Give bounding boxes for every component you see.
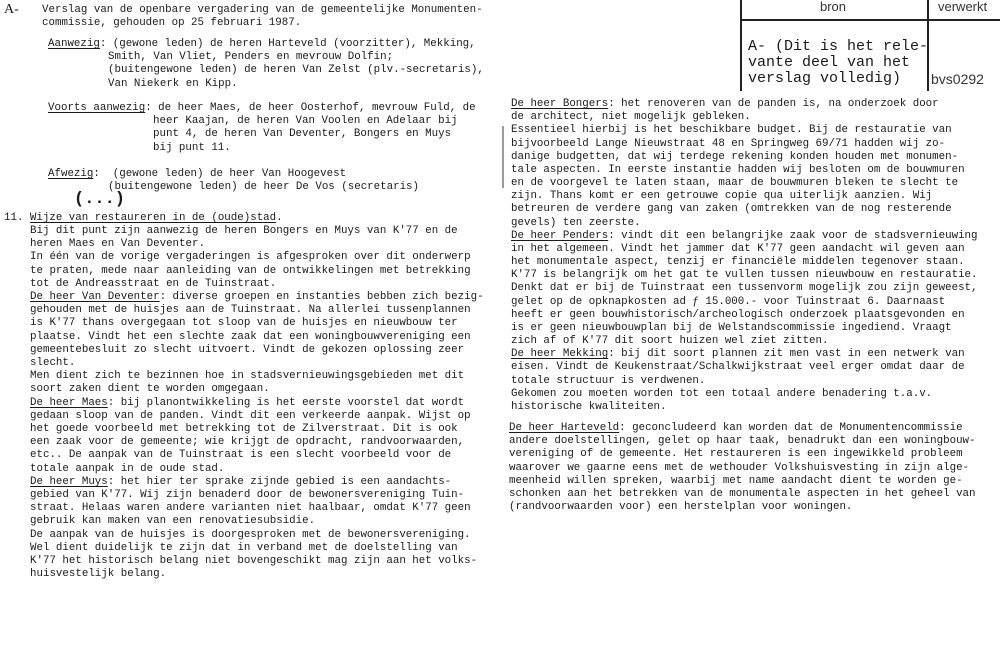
line-text: tot de Andreasstraat en de Tuinstraat. — [30, 277, 277, 290]
line-text: : (gewone leden) de heer Van Hoogevest — [93, 168, 347, 180]
line-text: : bij planontwikkeling is het eerste voorstel dat wordt — [107, 396, 465, 409]
minutes-line — [30, 529, 471, 542]
minutes-line — [511, 243, 965, 256]
line-text: . — [276, 212, 283, 224]
minutes-line — [30, 265, 471, 278]
minutes-line — [30, 410, 471, 423]
minutes-line — [511, 138, 945, 151]
speaker-name: De heer Penders — [511, 229, 609, 242]
line-text: : geconcludeerd kan worden dat de Monumentencommissie — [619, 422, 963, 434]
line-text: gelet op de opknapkosten ad ƒ 15.000.- voor Tuinstraat 6. Daarnaast — [511, 295, 946, 308]
attendance-absent — [108, 181, 419, 194]
minutes-line — [511, 111, 751, 124]
header-bron: bron — [820, 0, 847, 14]
minutes-line — [511, 151, 958, 164]
minutes-line — [30, 476, 451, 489]
line-text: gevels) ten zeerste. — [511, 216, 641, 229]
speaker-name: De heer Van Deventer — [30, 291, 160, 303]
line-text: (buitengewone leden) de heer De Vos (secretaris) — [108, 181, 420, 194]
minutes-line — [30, 397, 464, 410]
minutes-line — [511, 256, 965, 269]
minutes-line — [511, 322, 952, 335]
minutes-line — [511, 335, 828, 348]
line-text: te praten, mede naar aanleiding van de ontwikkelingen met betrekking — [30, 264, 471, 277]
line-text: totale aanpak in de oude stad. — [30, 462, 225, 475]
speaker-name: De heer Mekking — [511, 348, 609, 361]
line-text: Men dient zich te bezinnen hoe in stadsvernieuwingsgebieden met dit — [30, 370, 465, 383]
minutes-line — [30, 515, 315, 528]
line-text: historische kwaliteiten. — [511, 400, 667, 413]
line-text: Gekomen zou moeten worden tot een totaal andere benadering t.a.v. — [511, 387, 933, 400]
line-text: : vindt dit een belangrijke zaak voor de stadsvernieuwing — [608, 229, 978, 242]
attendance-present — [108, 78, 238, 91]
minutes-line — [30, 489, 464, 502]
attendance-label: Afwezig — [48, 168, 94, 180]
minutes-line — [511, 296, 945, 309]
minutes-line — [30, 304, 471, 317]
conclusion-line — [509, 448, 963, 461]
line-text: heeft er geen bouwhistorisch/archeologisch onderzoek plaatsgevonden en — [511, 308, 965, 321]
line-text: schonken aan het betrekken van de monumentale aspecten in het geheel van — [509, 488, 976, 500]
conclusion-line — [509, 488, 976, 501]
minutes-line — [30, 463, 224, 476]
speaker-name: De heer Muys — [30, 475, 108, 488]
section-marker: A- — [4, 2, 19, 17]
minutes-line — [30, 449, 451, 462]
minutes-line — [511, 230, 978, 243]
attendance-present — [108, 51, 393, 64]
line-text: waarover we gaarne eens met de wethouder Volkshuisvesting in zijn alge- — [509, 461, 970, 474]
line-text: danige budgetten, dat wij terdege rekening konden houden met monumen- — [511, 150, 959, 163]
line-text: : (gewone leden) de heren Harteveld (voorzitter), Mekking, — [99, 38, 476, 50]
minutes-line — [30, 344, 464, 357]
minutes-line — [511, 190, 932, 203]
minutes-line — [511, 217, 641, 230]
attendance-label: Voorts aanwezig — [48, 102, 146, 114]
minutes-line — [511, 361, 965, 374]
bron-cell-line: A- (Dit is het rele- — [748, 38, 929, 55]
attendance-label: Aanwezig — [48, 38, 100, 50]
line-text: de architect, niet mogelijk gebleken. — [511, 111, 751, 124]
minutes-line — [511, 98, 939, 111]
minutes-line — [511, 164, 965, 177]
line-text: soort zaken dient te worden omgegaan. — [30, 383, 270, 396]
line-text: het goede voorbeeld met betrekking tot de Zilverstraat. Dit is ook — [30, 423, 458, 435]
line-text: tale aspecten. In eerste instantie hadden wij besloten om de bouwmuren — [511, 163, 965, 176]
line-text: Van Niekerk en Kipp. — [108, 77, 238, 90]
minutes-line — [30, 502, 471, 515]
table-divider — [740, 0, 742, 91]
line-text: Essentieel hierbij is het beschikbare budget. Bij de restauratie van — [511, 124, 952, 137]
line-text: K'77 het historisch belang niet bovengeschikt mag zijn aan het volks- — [30, 555, 478, 567]
attendance-present — [48, 38, 476, 51]
speaker-name: De heer Harteveld — [509, 422, 620, 434]
minutes-line — [30, 225, 458, 238]
line-text: gehouden met de huisjes aan de Tuinstraat. Na allerlei tussenplannen — [30, 304, 471, 317]
minutes-line — [511, 375, 705, 388]
line-text: totale structuur is verdwenen. — [511, 374, 706, 387]
attendance-also-present — [48, 102, 476, 115]
line-text: Denkt dat er bij de Tuinstraat een tussenvorm mogelijk zou zijn geweest, — [511, 282, 978, 295]
minutes-line — [30, 542, 458, 555]
minutes-line — [30, 370, 464, 383]
minutes-line — [30, 357, 75, 370]
line-text: K'77 is belangrijk om het gat te vullen tussen nieuwbouw en restauratie. — [511, 269, 978, 282]
attendance-also-present — [153, 128, 451, 141]
line-text: bijvoorbeeld Lange Nieuwstraat 48 en Springweg 69/71 hadden wij zo- — [511, 137, 946, 150]
line-text: is er geen nieuwbouwplan bij de Welstandscommissie ingediend. Vraagt — [511, 321, 952, 334]
agenda-item-heading — [4, 212, 283, 225]
minutes-line — [511, 401, 667, 414]
line-text: betreuren de verdere gang van zaken (omtrekken van de nog resterende — [511, 203, 952, 216]
conclusion-line — [509, 501, 852, 514]
line-text: : de heer Maes, de heer Oosterhof, mevrouw Fuld, de — [145, 102, 476, 114]
line-text: : bij dit soort plannen zit men vast in een netwerk van — [608, 348, 965, 361]
line-text: heer Kaajan, de heren Van Voolen en Adelaar bij — [153, 115, 458, 128]
omission-ellipsis: (...) — [74, 190, 126, 209]
line-text: zich af of K'77 dit soort huizen wel ziet zitten. — [511, 335, 829, 348]
bron-cell-line: verslag volledig) — [748, 70, 902, 87]
line-text: gebied van K'77. Wij zijn benaderd door de bewonersvereniging Tuin- — [30, 489, 465, 501]
minutes-line — [30, 238, 205, 251]
line-text: Verslag van de openbare vergadering van de gemeentelijke Monumenten- — [42, 4, 483, 16]
title-line — [42, 4, 483, 17]
attendance-also-present — [153, 142, 231, 155]
line-text: : het renoveren van de panden is, na onderzoek door — [608, 98, 939, 110]
minutes-line — [511, 282, 978, 295]
minutes-line — [30, 423, 458, 436]
minutes-line — [30, 568, 166, 581]
attendance-absent — [48, 168, 346, 181]
line-text: andere doelstellingen, gelet op haar taak, benadrukt dan een woningbouw- — [509, 435, 976, 448]
line-text: een zaak voor de gemeente; wie krijgt de opdracht, randvoorwaarden, — [30, 436, 465, 449]
line-text: Wel dient duidelijk te zijn dat in verband met de doelstelling van — [30, 541, 458, 554]
minutes-line — [511, 177, 958, 190]
line-text: In één van de vorige vergaderingen is afgesproken over dit onderwerp — [30, 251, 471, 264]
minutes-line — [30, 436, 464, 449]
line-text: (randvoorwaarden voor) een herstelplan voor woningen. — [509, 501, 853, 514]
item-number: 11. — [4, 212, 30, 224]
line-text: bij punt 11. — [153, 141, 231, 154]
speaker-name: De heer Maes — [30, 396, 108, 409]
line-text: vereniging of de gemeente. Het restaureren is een ingewikkeld probleem — [509, 448, 963, 461]
minutes-line — [30, 555, 477, 568]
line-text: : diverse groepen en instanties bebben zich bezig- — [159, 291, 484, 303]
line-text: De aanpak van de huisjes is doorgesproken met de bewonersvereniging. — [30, 528, 471, 541]
minutes-line — [511, 309, 965, 322]
conclusion-line — [509, 435, 976, 448]
minutes-line — [30, 251, 471, 264]
scan-artifact — [502, 126, 504, 188]
line-text: straat. Helaas waren andere varianten niet haalbaar, omdat K'77 geen — [30, 502, 471, 515]
header-verwerkt: verwerkt — [938, 0, 988, 14]
line-text: is K'77 thans overgegaan tot sloop van de huisjes en nieuwbouw ter — [30, 317, 458, 330]
conclusion-line — [509, 462, 969, 475]
line-text: gebruik kan maken van een renovatiesubsidie. — [30, 515, 316, 528]
line-text: heren Maes en Van Deventer. — [30, 238, 205, 251]
line-text: slecht. — [30, 357, 76, 369]
line-text: punt 4, de heren Van Deventer, Bongers en Muys — [153, 128, 452, 141]
minutes-line — [511, 203, 952, 216]
line-text: etc.. De aanpak van de Tuinstraat is een slecht voorbeeld voor de — [30, 449, 452, 462]
bron-cell-line: vante deel van het — [748, 54, 911, 71]
minutes-line — [30, 278, 276, 291]
line-text: commissie, gehouden op 25 februari 1987. — [42, 17, 302, 29]
line-text: gedaan sloop van de panden. Vindt dit een verkeerde aanpak. Wijst op — [30, 409, 471, 422]
line-text: Smith, Van Vliet, Penders en mevrouw Dolfin; — [108, 51, 394, 64]
line-text: het monumentale aspect, tenzij er financiële middelen tegenover staan. — [511, 256, 965, 269]
line-text: : het hier ter sprake zijnde gebied is een aandachts- — [107, 475, 452, 488]
source-table — [740, 0, 1000, 91]
line-text: gemeentebesluit zo slecht uitvoert. Vindt de gekozen oplossing zeer — [30, 343, 465, 356]
minutes-line — [511, 269, 978, 282]
minutes-line — [30, 383, 270, 396]
line-text: plaatse. Vindt het een slechte zaak dat een woningbouwvereniging een — [30, 330, 471, 343]
conclusion-line — [509, 475, 963, 488]
line-text: huisvestelijk belang. — [30, 568, 167, 581]
minutes-line — [511, 124, 952, 137]
speaker-name: De heer Bongers — [511, 98, 609, 110]
line-text: eisen. Vindt de Keukenstraat/Schalkwijkstraat veel erger omdat daar de — [511, 361, 965, 374]
minutes-line — [511, 348, 965, 361]
line-text: Bij dit punt zijn aanwezig de heren Bongers en Muys van K'77 en de — [30, 225, 458, 237]
minutes-line — [30, 291, 484, 304]
line-text: in het algemeen. Vindt het jammer dat K'77 geen aandacht wil geven aan — [511, 242, 965, 255]
line-text: meenheid willen spreken, waarbij met name aandacht dient te worden ge- — [509, 474, 963, 487]
line-text: zijn. Thans komt er een getrouwe copie qua uiterlijk aanzien. Wij — [511, 190, 933, 203]
line-text: en de voorgevel te laten staan, maar de bouwmuren bleken te slecht te — [511, 177, 959, 190]
minutes-line — [511, 388, 932, 401]
item-title: Wijze van restaureren in de (oude)stad — [29, 212, 277, 224]
attendance-also-present — [153, 115, 458, 128]
title-line — [42, 17, 301, 30]
verwerkt-code: bvs0292 — [931, 71, 984, 87]
line-text: (buitengewone leden) de heren Van Zelst (plv.-secretaris), — [108, 64, 484, 77]
minutes-line — [30, 331, 471, 344]
attendance-present — [108, 64, 484, 77]
conclusion-line — [509, 422, 963, 435]
minutes-line — [30, 317, 458, 330]
table-divider — [740, 19, 1000, 21]
